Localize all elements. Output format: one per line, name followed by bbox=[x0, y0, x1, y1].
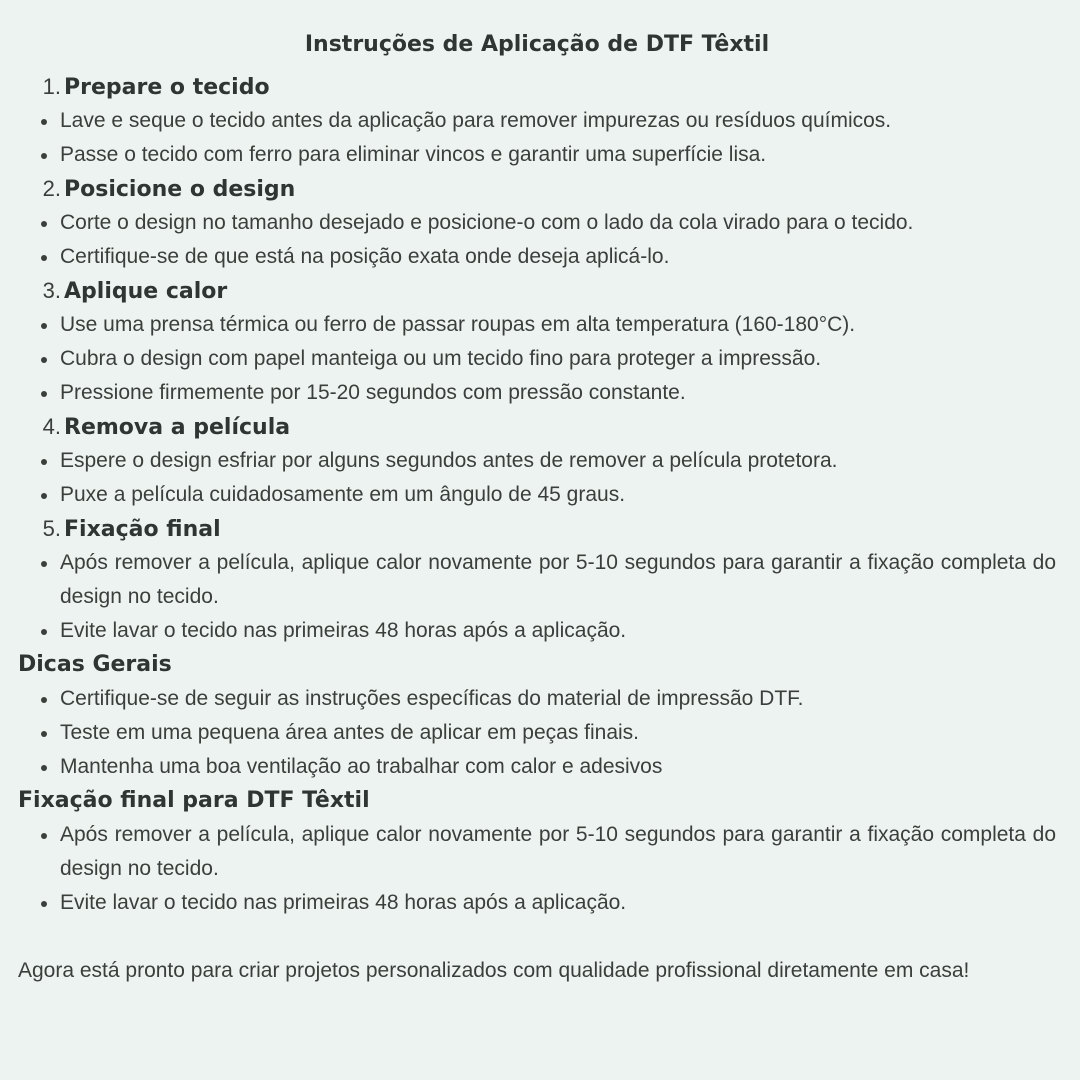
tips-title: Dicas Gerais bbox=[18, 652, 172, 677]
step-item bbox=[18, 70, 1056, 172]
closing-paragraph: Agora está pronto para criar projetos personalizados com qualidade profissional diretamente em casa! bbox=[18, 959, 970, 982]
final-fix-title: Fixação final para DTF Têxtil bbox=[18, 788, 370, 813]
step-title: Posicione o design bbox=[64, 177, 296, 202]
bullet-item: Evite lavar o tecido nas primeiras 48 horas após a aplicação. bbox=[18, 886, 1056, 920]
step-title: Remova a película bbox=[64, 415, 291, 440]
step-number: 4. bbox=[42, 414, 61, 439]
bullet-item: Corte o design no tamanho desejado e posicione-o com o lado da cola virado para o tecido. bbox=[18, 206, 1056, 240]
bullet-item: Cubra o design com papel manteiga ou um tecido fino para proteger a impressão. bbox=[18, 342, 1056, 376]
step-item bbox=[18, 274, 1056, 410]
step-item bbox=[18, 512, 1056, 648]
bullet-item: Espere o design esfriar por alguns segundos antes de remover a película protetora. bbox=[18, 444, 1056, 478]
step-number: 3. bbox=[42, 278, 61, 303]
bullet-item: Pressione firmemente por 15-20 segundos com pressão constante. bbox=[18, 376, 1056, 410]
bullet-item: Após remover a película, aplique calor novamente por 5-10 segundos para garantir a fixação completa do design no tecido. bbox=[18, 818, 1056, 886]
tips-bullets bbox=[18, 682, 1056, 784]
step-bullets bbox=[18, 104, 1056, 172]
document-title: Instruções de Aplicação de DTF Têxtil bbox=[304, 32, 770, 57]
step-header bbox=[18, 172, 1056, 206]
bullet-item: Use uma prensa térmica ou ferro de passar roupas em alta temperatura (160-180°C). bbox=[18, 308, 1056, 342]
step-item bbox=[18, 172, 1056, 274]
step-title: Aplique calor bbox=[64, 279, 228, 304]
step-header bbox=[18, 512, 1056, 546]
bullet-item: Mantenha uma boa ventilação ao trabalhar com calor e adesivos bbox=[18, 750, 1056, 784]
step-bullets bbox=[18, 546, 1056, 648]
bullet-item: Teste em uma pequena área antes de aplicar em peças finais. bbox=[18, 716, 1056, 750]
bullet-item: Lave e seque o tecido antes da aplicação para remover impurezas ou resíduos químicos. bbox=[18, 104, 1056, 138]
bullet-item: Após remover a película, aplique calor novamente por 5-10 segundos para garantir a fixação completa do design no tecido. bbox=[18, 546, 1056, 614]
step-number: 2. bbox=[42, 176, 61, 201]
step-header bbox=[18, 274, 1056, 308]
step-number: 5. bbox=[42, 516, 61, 541]
step-title: Prepare o tecido bbox=[64, 75, 270, 100]
step-item bbox=[18, 410, 1056, 512]
step-header bbox=[18, 410, 1056, 444]
bullet-item: Certifique-se de que está na posição exata onde deseja aplicá-lo. bbox=[18, 240, 1056, 274]
step-bullets bbox=[18, 206, 1056, 274]
steps-list bbox=[18, 70, 1056, 648]
final-fix-bullets bbox=[18, 818, 1056, 920]
bullet-item: Certifique-se de seguir as instruções específicas do material de impressão DTF. bbox=[18, 682, 1056, 716]
step-bullets bbox=[18, 444, 1056, 512]
step-title: Fixação final bbox=[64, 517, 221, 542]
bullet-item: Evite lavar o tecido nas primeiras 48 horas após a aplicação. bbox=[18, 614, 1056, 648]
step-header bbox=[18, 70, 1056, 104]
step-number: 1. bbox=[42, 74, 61, 99]
step-bullets bbox=[18, 308, 1056, 410]
bullet-item: Puxe a película cuidadosamente em um ângulo de 45 graus. bbox=[18, 478, 1056, 512]
bullet-item: Passe o tecido com ferro para eliminar vincos e garantir uma superfície lisa. bbox=[18, 138, 1056, 172]
